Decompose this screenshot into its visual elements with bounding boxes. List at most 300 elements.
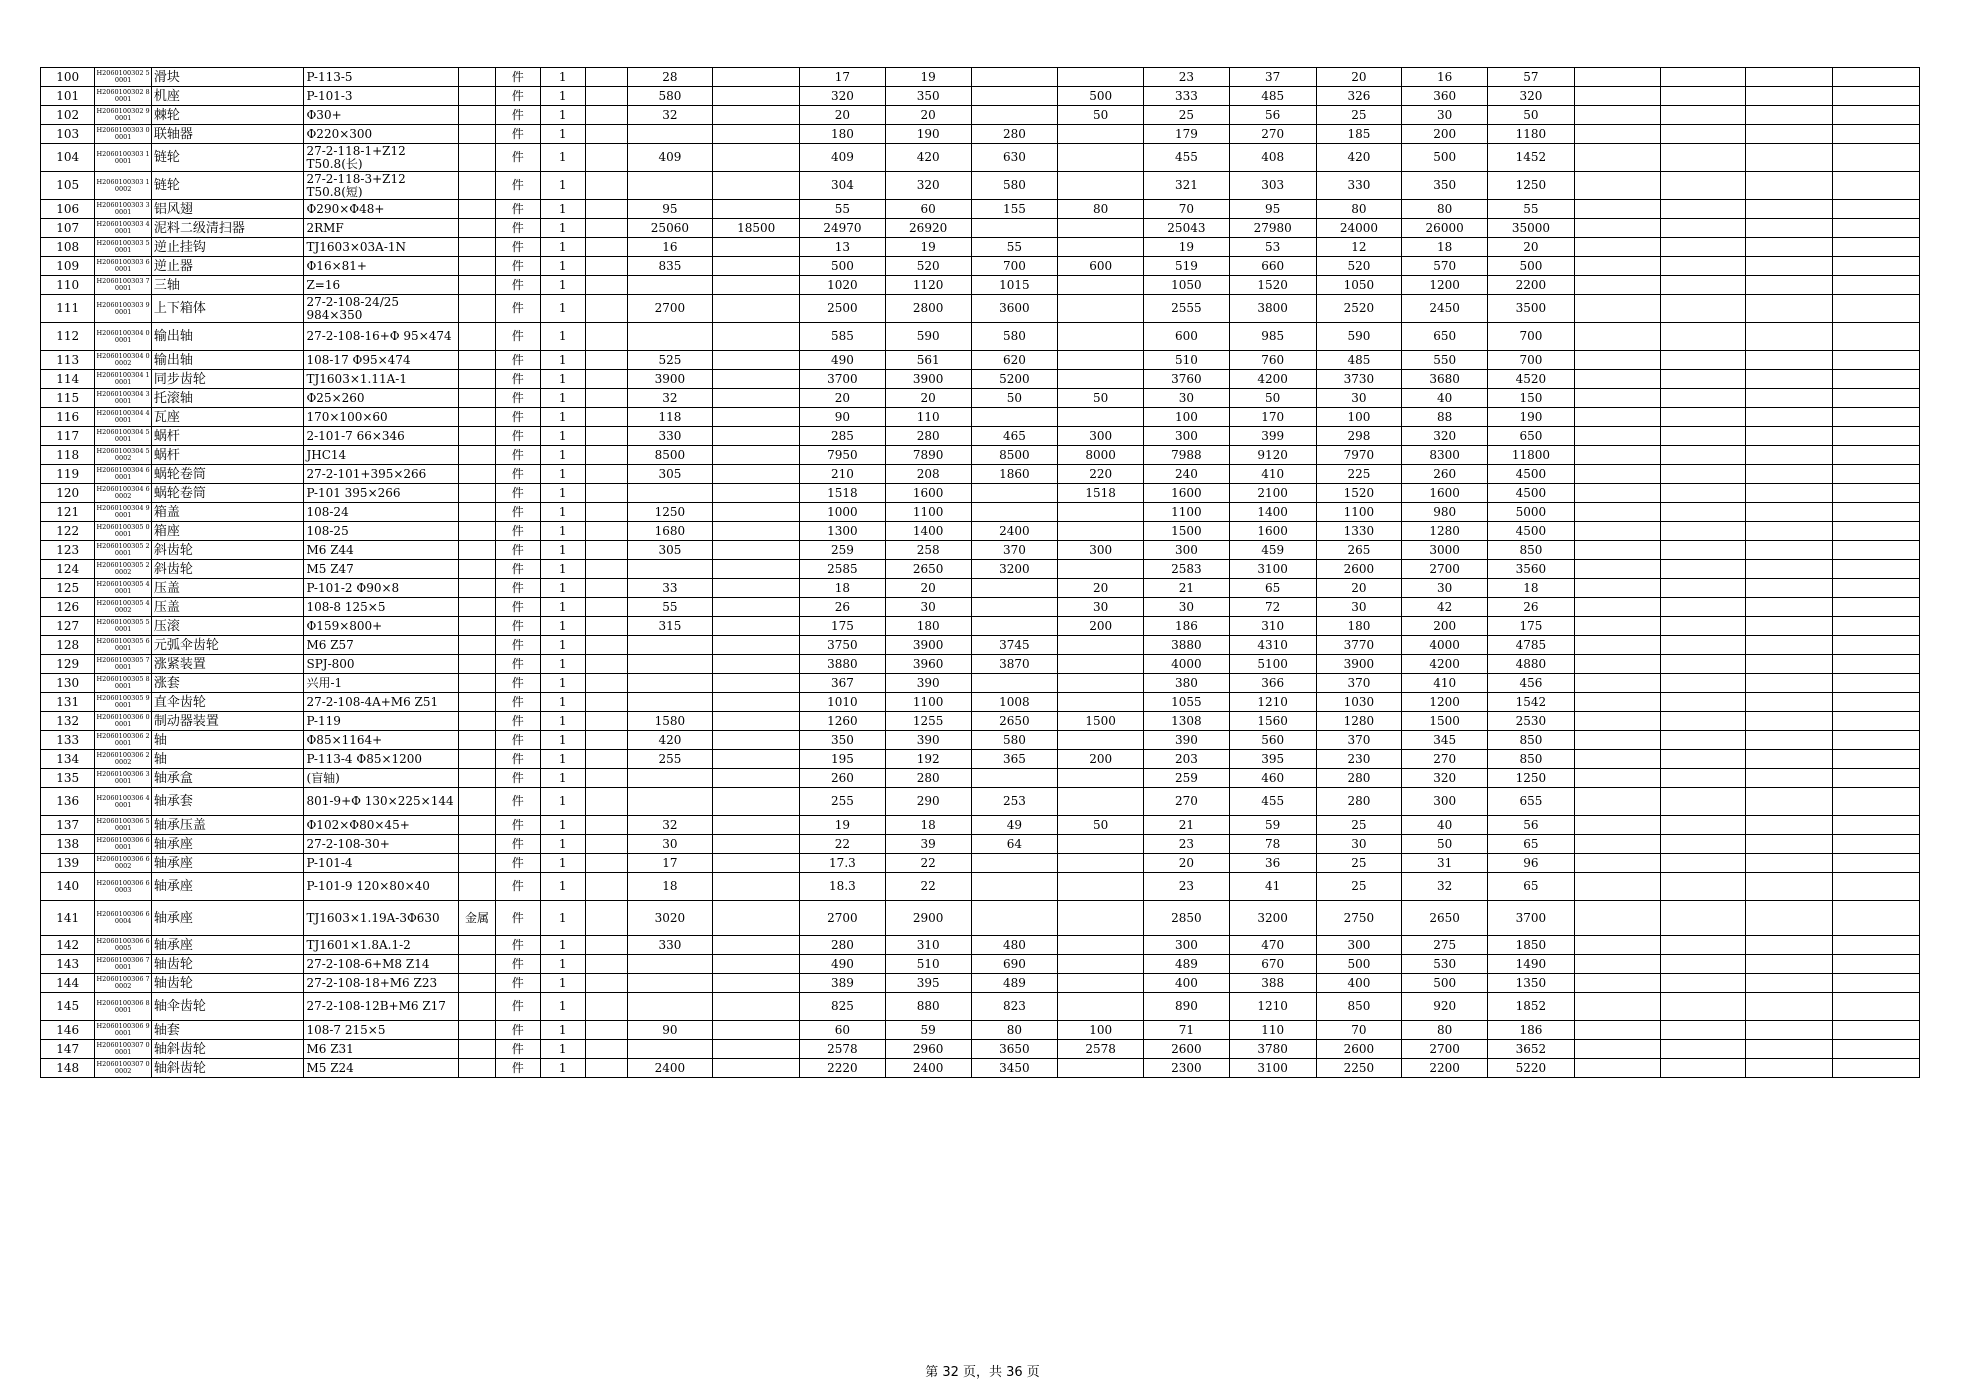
price-cell: 155 [971,200,1058,219]
item-material [459,617,496,636]
price-cell [1058,788,1144,816]
price-cell: 225 [1316,465,1402,484]
item-material [459,854,496,873]
price-cell: 11800 [1488,446,1575,465]
price-cell: 395 [1229,750,1316,769]
price-cell [713,560,800,579]
price-cell: 2400 [971,522,1058,541]
price-cell [585,219,627,238]
price-cell: 57 [1488,68,1575,87]
price-cell: 1100 [1316,503,1402,522]
price-cell: 2700 [1402,560,1488,579]
row-number: 121 [41,503,95,522]
price-cell [585,835,627,854]
price-cell: 30 [1402,106,1488,125]
item-material [459,87,496,106]
item-name: 轴套 [151,1021,304,1040]
item-name: 涨套 [151,674,304,693]
price-cell: 480 [971,936,1058,955]
price-cell [585,427,627,446]
price-cell: 1330 [1316,522,1402,541]
price-cell [1746,955,1833,974]
price-cell: 55 [1488,200,1575,219]
price-cell: 4310 [1229,636,1316,655]
price-cell [1746,541,1833,560]
price-cell: 350 [800,731,886,750]
price-cell: 3750 [800,636,886,655]
price-cell: 185 [1316,125,1402,144]
table-row [41,295,1920,323]
row-number: 129 [41,655,95,674]
item-code: H2060100305 80001 [95,674,151,693]
price-cell: 96 [1488,854,1575,873]
item-quantity: 1 [540,693,585,712]
price-cell: 880 [885,993,971,1021]
price-cell [1746,974,1833,993]
price-cell [1660,276,1746,295]
item-quantity: 1 [540,873,585,901]
price-cell [1746,87,1833,106]
item-material [459,238,496,257]
price-cell [1746,522,1833,541]
item-code: H2060100306 90001 [95,1021,151,1040]
price-cell [585,125,627,144]
item-spec: 27-2-108-12B+M6 Z17 [304,993,459,1021]
price-cell: 9120 [1229,446,1316,465]
price-cell [585,560,627,579]
price-cell: 420 [627,731,713,750]
price-cell: 78 [1229,835,1316,854]
price-cell [585,323,627,351]
item-code: H2060100304 60002 [95,484,151,503]
price-cell [713,503,800,522]
price-cell: 50 [1229,389,1316,408]
price-cell [1833,712,1920,731]
item-spec: Φ16×81+ [304,257,459,276]
price-cell [627,674,713,693]
item-spec: 兴用-1 [304,674,459,693]
price-cell [1660,144,1746,172]
price-cell: 1050 [1144,276,1230,295]
item-quantity: 1 [540,465,585,484]
price-cell [627,788,713,816]
price-cell: 180 [800,125,886,144]
price-cell [1058,674,1144,693]
row-number: 142 [41,936,95,955]
price-cell [1833,238,1920,257]
price-cell: 760 [1229,351,1316,370]
price-cell: 420 [885,144,971,172]
price-cell [585,446,627,465]
row-number: 138 [41,835,95,854]
price-cell [713,389,800,408]
price-cell: 305 [627,541,713,560]
price-cell: 28 [627,68,713,87]
price-cell: 2650 [1402,901,1488,936]
price-cell [1746,579,1833,598]
price-cell [1833,816,1920,835]
item-unit: 件 [495,560,540,579]
item-code: H2060100304 60001 [95,465,151,484]
price-cell: 1542 [1488,693,1575,712]
item-name: 箱盖 [151,503,304,522]
price-cell [1746,1059,1833,1078]
price-cell: 2800 [885,295,971,323]
price-cell: 42 [1402,598,1488,617]
table-row [41,172,1920,200]
price-cell: 80 [1316,200,1402,219]
price-cell [1574,693,1660,712]
price-cell [1833,87,1920,106]
price-cell [1660,750,1746,769]
price-cell [1833,993,1920,1021]
table-row [41,579,1920,598]
price-cell: 21 [1144,816,1230,835]
price-cell [1833,323,1920,351]
price-cell: 40 [1402,816,1488,835]
item-code: H2060100306 20002 [95,750,151,769]
price-cell: 255 [627,750,713,769]
price-cell: 30 [1316,598,1402,617]
price-cell: 345 [1402,731,1488,750]
item-unit: 件 [495,238,540,257]
price-cell: 300 [1058,541,1144,560]
item-spec: Φ25×260 [304,389,459,408]
price-cell [1833,68,1920,87]
item-name: 逆止器 [151,257,304,276]
table-row [41,465,1920,484]
price-cell: 500 [1402,974,1488,993]
row-number: 124 [41,560,95,579]
item-quantity: 1 [540,712,585,731]
price-cell [585,974,627,993]
row-number: 100 [41,68,95,87]
price-cell: 3100 [1229,560,1316,579]
price-cell: 31 [1402,854,1488,873]
price-cell [1058,125,1144,144]
row-number: 116 [41,408,95,427]
item-material [459,106,496,125]
price-cell [713,693,800,712]
row-number: 128 [41,636,95,655]
price-cell [585,993,627,1021]
price-cell: 26000 [1402,219,1488,238]
table-row [41,731,1920,750]
table-row [41,125,1920,144]
item-name: 三轴 [151,276,304,295]
price-cell: 1210 [1229,693,1316,712]
item-material [459,731,496,750]
price-cell [1660,955,1746,974]
price-cell [1058,144,1144,172]
item-spec: Φ102×Φ80×45+ [304,816,459,835]
price-cell: 489 [971,974,1058,993]
item-quantity: 1 [540,788,585,816]
table-row [41,788,1920,816]
price-cell [1833,974,1920,993]
price-cell: 24970 [800,219,886,238]
price-cell: 3880 [800,655,886,674]
price-cell [1058,655,1144,674]
item-spec: P-113-4 Φ85×1200 [304,750,459,769]
price-cell: 72 [1229,598,1316,617]
price-cell: 1120 [885,276,971,295]
price-cell [1660,370,1746,389]
price-cell: 50 [1402,835,1488,854]
price-cell [1660,788,1746,816]
price-cell: 40 [1402,389,1488,408]
price-cell [1660,854,1746,873]
table-row [41,522,1920,541]
row-number: 107 [41,219,95,238]
price-cell [971,484,1058,503]
item-spec: TJ1601×1.8A.1-2 [304,936,459,955]
price-cell: 1280 [1316,712,1402,731]
price-cell: 12 [1316,238,1402,257]
item-spec: Φ85×1164+ [304,731,459,750]
item-code: H2060100306 60004 [95,901,151,936]
table-row [41,446,1920,465]
price-cell [1058,408,1144,427]
price-cell: 330 [1316,172,1402,200]
item-quantity: 1 [540,617,585,636]
price-table [40,67,1920,1078]
item-name: 轴承座 [151,873,304,901]
price-cell [585,674,627,693]
price-cell [1574,144,1660,172]
price-cell: 25 [1316,854,1402,873]
price-cell: 2900 [885,901,971,936]
price-cell [1660,693,1746,712]
price-cell: 17.3 [800,854,886,873]
price-cell [713,1021,800,1040]
item-quantity: 1 [540,351,585,370]
price-cell [1574,219,1660,238]
price-cell: 700 [1488,323,1575,351]
price-cell [585,503,627,522]
price-cell: 2450 [1402,295,1488,323]
price-cell [1746,617,1833,636]
price-cell: 300 [1144,541,1230,560]
price-cell [1746,144,1833,172]
price-cell: 1452 [1488,144,1575,172]
price-cell [1574,68,1660,87]
price-cell: 500 [800,257,886,276]
price-cell: 585 [800,323,886,351]
item-unit: 件 [495,68,540,87]
price-cell [1660,522,1746,541]
table-body [41,68,1920,1078]
item-unit: 件 [495,835,540,854]
price-cell: 1100 [885,693,971,712]
price-cell [1574,389,1660,408]
price-cell: 60 [885,200,971,219]
item-quantity: 1 [540,769,585,788]
item-spec: M5 Z24 [304,1059,459,1078]
price-cell [713,541,800,560]
price-cell [1660,200,1746,219]
price-cell: 305 [627,465,713,484]
item-name: 轴承座 [151,936,304,955]
price-cell [585,955,627,974]
price-cell: 59 [885,1021,971,1040]
price-cell [1058,560,1144,579]
item-code: H2060100306 80001 [95,993,151,1021]
price-cell [971,579,1058,598]
price-cell [1574,788,1660,816]
item-name: 棘轮 [151,106,304,125]
price-cell: 590 [885,323,971,351]
item-unit: 件 [495,389,540,408]
item-spec: P-101-2 Φ90×8 [304,579,459,598]
price-cell [713,106,800,125]
item-quantity: 1 [540,106,585,125]
price-cell [1833,769,1920,788]
item-material [459,655,496,674]
item-spec: 27-2-108-6+M8 Z14 [304,955,459,974]
row-number: 119 [41,465,95,484]
item-unit: 件 [495,901,540,936]
price-cell [713,936,800,955]
price-cell: 1520 [1316,484,1402,503]
price-cell: 333 [1144,87,1230,106]
price-cell: 1100 [885,503,971,522]
price-cell: 500 [1402,144,1488,172]
item-name: 轴斜齿轮 [151,1059,304,1078]
price-cell: 700 [1488,351,1575,370]
item-spec: 27-2-108-4A+M6 Z51 [304,693,459,712]
price-cell [1574,1040,1660,1059]
item-unit: 件 [495,598,540,617]
price-cell: 50 [1488,106,1575,125]
price-cell [1833,674,1920,693]
price-cell: 21 [1144,579,1230,598]
item-unit: 件 [495,427,540,446]
item-material [459,200,496,219]
price-cell: 4520 [1488,370,1575,389]
item-name: 联轴器 [151,125,304,144]
price-cell [1833,125,1920,144]
item-spec: TJ1603×03A-1N [304,238,459,257]
price-cell: 16 [627,238,713,257]
price-cell [585,106,627,125]
price-cell: 110 [885,408,971,427]
price-cell: 259 [1144,769,1230,788]
price-cell [1058,974,1144,993]
price-cell [627,125,713,144]
price-cell: 1250 [1488,172,1575,200]
price-cell: 8500 [627,446,713,465]
price-cell: 3900 [627,370,713,389]
price-cell [1574,87,1660,106]
row-number: 147 [41,1040,95,1059]
row-number: 110 [41,276,95,295]
table-row [41,370,1920,389]
item-spec: 27-2-108-18+M6 Z23 [304,974,459,993]
item-unit: 件 [495,655,540,674]
price-cell: 690 [971,955,1058,974]
price-cell: 18500 [713,219,800,238]
table-row [41,427,1920,446]
item-spec: M6 Z31 [304,1040,459,1059]
table-row [41,503,1920,522]
price-cell: 580 [971,323,1058,351]
item-code: H2060100305 40001 [95,579,151,598]
price-cell: 30 [1144,389,1230,408]
price-cell: 20 [800,106,886,125]
item-unit: 件 [495,370,540,389]
price-cell: 580 [971,731,1058,750]
price-cell [585,579,627,598]
table-row [41,750,1920,769]
row-number: 120 [41,484,95,503]
price-cell [1574,200,1660,219]
price-cell [585,617,627,636]
item-code: H2060100304 40001 [95,408,151,427]
item-quantity: 1 [540,200,585,219]
price-cell [713,1040,800,1059]
item-code: H2060100306 60003 [95,873,151,901]
price-cell [713,854,800,873]
table-row [41,257,1920,276]
price-cell [1660,427,1746,446]
item-name: 同步齿轮 [151,370,304,389]
price-cell: 64 [971,835,1058,854]
item-name: 轴承盒 [151,769,304,788]
price-cell [1746,427,1833,446]
table-row [41,769,1920,788]
price-cell [1660,68,1746,87]
price-cell: 400 [1316,974,1402,993]
price-cell: 3100 [1229,1059,1316,1078]
row-number: 125 [41,579,95,598]
price-cell: 65 [1488,835,1575,854]
item-name: 压盖 [151,598,304,617]
price-cell: 370 [971,541,1058,560]
item-name: 轴 [151,750,304,769]
price-cell: 456 [1488,674,1575,693]
price-cell: 4500 [1488,484,1575,503]
price-cell [713,873,800,901]
price-cell: 71 [1144,1021,1230,1040]
price-cell: 18 [885,816,971,835]
item-material [459,144,496,172]
row-number: 143 [41,955,95,974]
item-unit: 件 [495,974,540,993]
price-cell [1746,257,1833,276]
price-cell [1833,295,1920,323]
price-cell [1574,446,1660,465]
price-cell: 2600 [1316,1040,1402,1059]
price-cell [1746,389,1833,408]
item-name: 蜗杆 [151,446,304,465]
item-quantity: 1 [540,370,585,389]
price-cell [1746,598,1833,617]
item-unit: 件 [495,693,540,712]
price-cell [1833,1040,1920,1059]
price-cell: 390 [885,674,971,693]
price-cell: 300 [1144,427,1230,446]
price-cell: 700 [971,257,1058,276]
price-cell [713,257,800,276]
price-cell [1746,465,1833,484]
item-name: 蜗杆 [151,427,304,446]
item-material [459,276,496,295]
price-cell [1058,276,1144,295]
price-cell [1833,560,1920,579]
price-cell: 88 [1402,408,1488,427]
item-quantity: 1 [540,219,585,238]
